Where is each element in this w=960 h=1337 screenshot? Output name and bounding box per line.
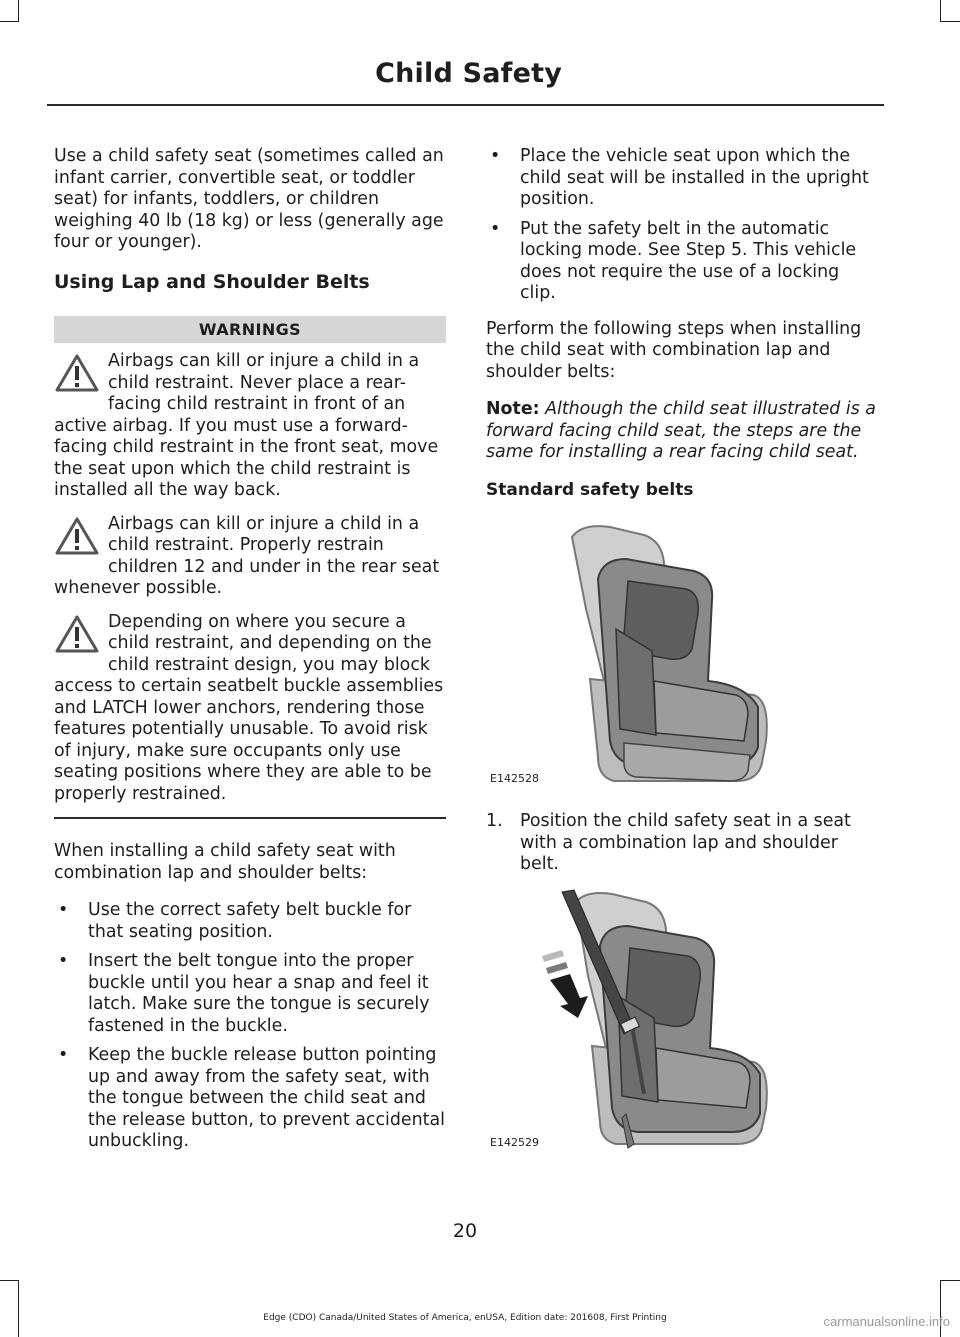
crop-mark — [18, 0, 19, 22]
figure-id: E142528 — [490, 771, 539, 785]
warning-text: Depending on where you secure a child restraint, and depending on the child restraint design, you may block access to certain seatbelt buckle assemblies and LATCH lower anchors, rendering those features potentially unusable. To avoid risk of injury, make sure occupants only use seating positions where they are able to be properly restrained. — [54, 611, 444, 804]
figure-id: E142529 — [490, 1136, 539, 1149]
section-heading: Using Lap and Shoulder Belts — [54, 270, 370, 293]
list-item: • Keep the buckle release button pointing up and away from the safety seat, with the tongue between the child seat and the release button, to prevent accidental unbuckling. — [58, 1045, 445, 1151]
page-footer: Edge (CDO) Canada/United States of America, enUSA, Edition date: 201608, First Printing — [263, 1313, 667, 1323]
watermark: carmanualsonline.info — [823, 1314, 950, 1329]
bullet: • — [58, 951, 69, 971]
install-bullet-list — [54, 900, 446, 1153]
list-item: • Use the correct safety belt buckle for that seating position. — [58, 900, 412, 942]
crop-mark — [0, 1280, 19, 1281]
bullet: • — [490, 146, 501, 166]
warning-text: Airbags can kill or injure a child in a child restraint. Never place a rear-facing child restraint in front of an active airbag. If you must use a forward-facing child restraint in the front seat, move the seat upon which the child restraint is installed all the way back. — [54, 351, 439, 500]
note-text: Although the child seat illustrated is a forward facing child seat, the steps are the same for installing a rear facing child seat. — [486, 399, 876, 462]
warning-text: Airbags can kill or injure a child in a child restraint. Properly restrain children 12 and under in the rear seat whenever possible. — [54, 513, 440, 598]
bullet: • — [58, 900, 69, 920]
note — [486, 399, 880, 464]
warning-item — [54, 514, 446, 600]
step-text: Position the child safety seat in a seat with a combination lap and shoulder belt. — [520, 811, 851, 874]
warning-item — [54, 612, 446, 806]
down-arrow-icon — [542, 950, 588, 1018]
child-seat-illustration — [486, 519, 776, 791]
list-item: • Place the vehicle seat upon which the child seat will be installed in the upright position. — [490, 146, 869, 209]
warnings-end-rule — [54, 817, 446, 819]
figure-child-seat — [486, 519, 776, 791]
subheading: Standard safety belts — [486, 479, 694, 500]
warning-triangle-icon — [54, 614, 100, 654]
right-column — [486, 146, 880, 1156]
page-number: 20 — [452, 1220, 478, 1242]
list-item: • Insert the belt tongue into the proper buckle until you hear a snap and feel it latch. Make sure the tongue is securely fastened in the buckle. — [58, 951, 430, 1036]
bullet: • — [58, 1045, 69, 1065]
header-rule — [47, 104, 884, 106]
figure-child-seat-belt — [486, 888, 776, 1156]
step-number: 1. — [486, 811, 503, 831]
warning-item — [54, 351, 446, 502]
intro-paragraph: Use a child safety seat (sometimes called an infant carrier, convertible seat, or toddler seat) for infants, toddlers, or children weighing 40 lb (18 kg) or less (generally age four or younger). — [54, 146, 444, 252]
crop-mark — [0, 21, 19, 22]
warning-triangle-icon — [54, 516, 100, 556]
page-title: Child Safety — [375, 58, 562, 89]
crop-mark — [18, 1280, 19, 1337]
bullet: • — [490, 218, 501, 239]
crop-mark — [940, 21, 960, 22]
child-seat-belt-illustration — [486, 888, 776, 1156]
crop-mark — [940, 0, 941, 22]
note-label: Note: — [486, 399, 540, 419]
warnings-header: WARNINGS — [54, 316, 446, 344]
warning-triangle-icon — [54, 353, 100, 393]
step-item — [486, 811, 880, 876]
list-item: • Put the safety belt in the automatic locking mode. See Step 5. This vehicle does not require the use of a locking clip. — [490, 218, 857, 303]
lap-shoulder-paragraph: When installing a child safety seat with combination lap and shoulder belts: — [54, 841, 396, 883]
crop-mark — [940, 1280, 960, 1281]
steps-intro-paragraph: Perform the following steps when installing the child seat with combination lap and shoulder belts: — [486, 318, 862, 382]
preparation-bullet-list — [486, 146, 880, 305]
left-column — [54, 146, 446, 1167]
steps-list — [486, 811, 880, 876]
